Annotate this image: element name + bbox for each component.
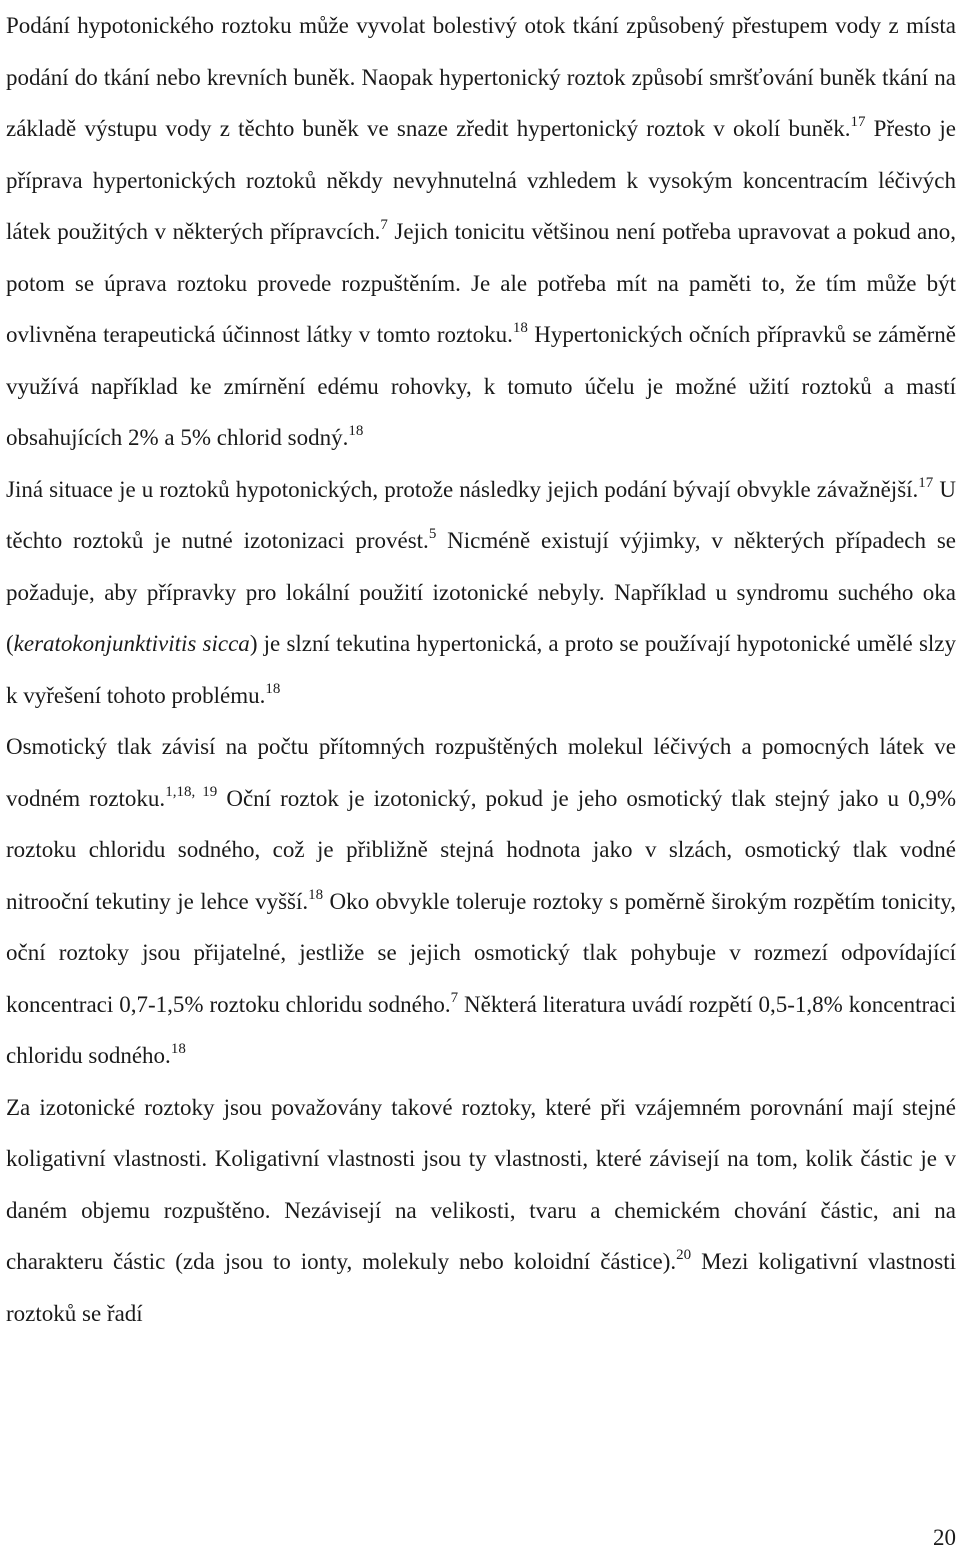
citation-ref: 18: [265, 680, 281, 697]
text-run: Nicméně existují výjimky, v některých případech se požaduje, aby přípravky pro lokální použití izotonické nebyly. Například u syndromu suchého oka (: [6, 528, 956, 656]
citation-ref: 1,18, 19: [165, 783, 218, 800]
text-run: Oko obvykle toleruje roztoky s poměrně širokým rozpětím tonicity, oční roztoky jsou přijatelné, jestliže se jejich osmotický tlak pohybuje v rozmezí odpovídající koncentraci 0,7-1,5% roztoku chloridu sodného.: [6, 888, 956, 1017]
text-run: Za izotonické roztoky jsou považovány takové roztoky, které při vzájemném porovnání mají stejné koligativní vlastnosti. Koligativní vlastnosti jsou ty vlastnosti, které závisejí na tom, kolik částic je v daném objemu rozpuštěno. Nezávisejí na velikosti, tvaru a chemickém chování částic, ani na charakteru částic (zda jsou to ionty, molekuly nebo koloidní částice).: [6, 1094, 956, 1274]
paragraph-osmotic-pressure: [6, 721, 956, 1082]
citation-ref: 18: [512, 320, 528, 336]
citation-ref: 18: [308, 886, 324, 903]
text-run: Osmotický tlak závisí na počtu přítomných rozpuštěných molekul léčivých a pomocných látek ve vodném roztoku.: [6, 734, 956, 811]
text-run: ) je slzní tekutina hypertonická, a proto se používají hypotonické umělé slzy k vyřešení tohoto problému.: [6, 631, 956, 708]
citation-ref: 7: [380, 217, 388, 233]
paragraph-isotonic-definition: [6, 1082, 956, 1340]
text-run: Přesto je příprava hypertonických roztoků někdy nevyhnutelná vzhledem k vysokým koncentracím léčivých látek použitých v některých přípravcích.: [6, 116, 956, 244]
text-run: Hypertonických očních přípravků se záměrně využívá například ke zmírnění edému rohovky, k tomuto účelu je možné užití roztoků a mastí obsahujících 2% a 5% chlorid sodný.: [6, 322, 956, 450]
document-page: [6, 0, 956, 1339]
italic-term: keratokonjunktivitis sicca: [13, 631, 250, 656]
text-run: Jiná situace je u roztoků hypotonických, protože následky jejich podání bývají obvykle závažnější.: [6, 476, 919, 502]
text-run: Podání hypotonického roztoku může vyvolat bolestivý otok tkání způsobený přestupem vody z místa podání do tkání nebo krevních buněk. Naopak hypertonický roztok způsobí smršťování buněk tkání na základě výstupu vody z těchto buněk ve snaze zředit hypertonický roztok v okolí buněk.: [6, 13, 956, 141]
citation-ref: 18: [170, 1041, 186, 1057]
text-run: Mezi koligativní vlastnosti roztoků se řadí: [6, 1249, 956, 1326]
paragraph-hypotonic: [6, 464, 956, 722]
citation-ref: 5: [428, 526, 437, 542]
text-run: U těchto roztoků je nutné izotonizaci provést.: [6, 476, 956, 553]
text-run: Některá literatura uvádí rozpětí 0,5-1,8% koncentraci chloridu sodného.: [6, 991, 956, 1068]
citation-ref: 17: [918, 474, 934, 491]
text-run: Jejich tonicitu většinou není potřeba upravovat a pokud ano, potom se úprava roztoku provede rozpuštěním. Je ale potřeba mít na paměti to, že tím může být ovlivněna terapeutická účinnost látky v tomto roztoku.: [6, 219, 956, 347]
text-run: Oční roztok je izotonický, pokud je jeho osmotický tlak stejný jako u 0,9% roztoku chloridu sodného, což je přibližně stejná hodnota jako v slzách, osmotický tlak vodné nitrooční tekutiny je lehce vyšší.: [6, 785, 957, 914]
citation-ref: 7: [450, 989, 459, 1006]
citation-ref: 18: [348, 423, 364, 439]
citation-ref: 17: [850, 114, 866, 130]
page-number: 20: [933, 1525, 956, 1550]
citation-ref: 20: [676, 1247, 692, 1263]
paragraph-hypertonic: [6, 0, 956, 464]
